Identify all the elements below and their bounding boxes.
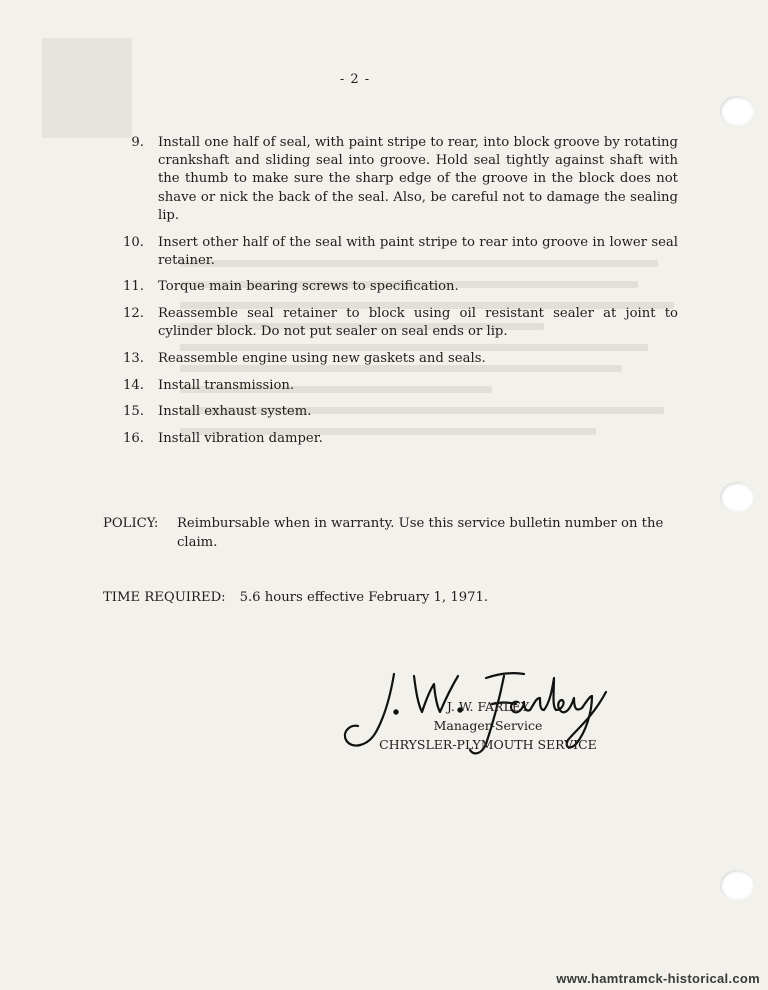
signer-organization: CHRYSLER-PLYMOUTH SERVICE [379, 737, 597, 752]
step-text: Install vibration damper. [158, 431, 323, 447]
step-16 [118, 430, 678, 448]
step-text: Install transmission. [158, 377, 295, 393]
step-text: Reassemble engine using new gaskets and seals. [158, 351, 486, 367]
punch-hole-top [720, 96, 754, 126]
step-14 [118, 377, 678, 395]
procedure-steps [118, 134, 678, 457]
step-11 [118, 278, 678, 296]
step-text: Insert other half of the seal with paint stripe to rear into groove in lower seal retainer. [158, 234, 678, 268]
step-number: 15. [123, 404, 144, 420]
punch-hole-bottom [720, 870, 754, 900]
step-text: Install one half of seal, with paint stripe to rear, into block groove by rotating crankshaft and sliding seal into groove. Hold seal tightly against shaft with the thumb to make sure the sharp edge of the groove in the block does not shave or nick the back of the seal. Also, be careful not to damage the sealing lip. [158, 135, 678, 223]
time-required-value: 5.6 hours effective February 1, 1971. [239, 590, 489, 605]
step-12 [118, 305, 678, 341]
signature-block [368, 697, 608, 754]
time-required-label: TIME REQUIRED: [103, 590, 226, 605]
step-number: 16. [123, 431, 144, 447]
step-text: Reassemble seal retainer to block using oil resistant sealer at joint to cylinder block. Do not put sealer on seal ends or lip. [158, 306, 678, 340]
step-text: Install exhaust system. [158, 404, 312, 420]
page-number: - 2 - [339, 72, 371, 87]
step-number: 14. [123, 377, 144, 393]
policy-text: Reimbursable when in warranty. Use this service bulletin number on the claim. [177, 516, 664, 550]
bleed-through-logo [42, 38, 132, 138]
site-watermark: www.hamtramck-historical.com [556, 971, 760, 986]
policy-section [103, 514, 681, 552]
step-text: Torque main bearing screws to specification. [158, 279, 459, 295]
step-number: 10. [123, 234, 144, 250]
time-required [103, 590, 488, 605]
signer-title: Manager-Service [433, 718, 543, 733]
step-9 [118, 134, 678, 225]
step-10 [118, 234, 678, 270]
step-number: 13. [123, 351, 144, 367]
step-13 [118, 350, 678, 368]
step-15 [118, 403, 678, 421]
step-number: 12. [123, 306, 144, 322]
policy-label: POLICY: [103, 516, 159, 531]
step-number: 9. [131, 135, 144, 150]
step-number: 11. [123, 279, 144, 295]
punch-hole-middle [720, 482, 754, 512]
signer-name: J. W. FARLEY [446, 699, 530, 714]
